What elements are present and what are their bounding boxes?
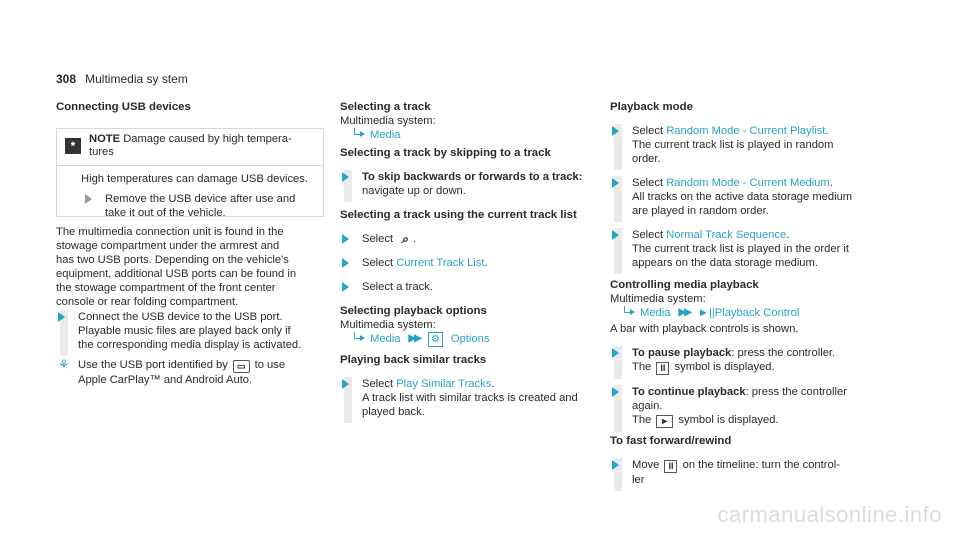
column-tracks (340, 100, 610, 419)
options-link[interactable]: Options (450, 333, 490, 345)
normal-sequence-link[interactable]: Normal Track Sequence (666, 229, 787, 241)
heading-current-list: Selecting a track using the current track list (340, 209, 577, 221)
note-step-line-1: Remove the USB device after use and (105, 193, 296, 205)
menu-path-icon (352, 128, 366, 140)
step-move (610, 458, 910, 487)
step-arrow-icon (58, 312, 65, 322)
step-line: played back. (362, 406, 425, 418)
select-label: Select (632, 177, 664, 189)
step-line: are played in random order. (632, 205, 769, 217)
step-line: symbol is displayed. (674, 361, 775, 373)
step-line: The current track list is played in the order it (632, 243, 850, 255)
step-bold: To continue playback (632, 386, 746, 398)
note-title (89, 133, 292, 159)
playback-control-link[interactable]: ►||Playback Control (697, 307, 800, 319)
para-line: has two USB ports. Depending on the vehicle's (56, 254, 289, 266)
step-select-track (340, 280, 610, 294)
note-header (57, 129, 323, 161)
media-link[interactable]: Media (370, 333, 401, 345)
step-arrow-icon (612, 348, 619, 358)
step-play-similar: Select Play Similar Tracks. A track list with similar tracks is created and played back. (340, 377, 610, 419)
step-line: Select a track. (362, 281, 433, 293)
step-line: again. (632, 400, 663, 412)
menu-path-icon (622, 306, 636, 318)
step-arrow-icon (85, 194, 92, 204)
step-line: Move (632, 459, 660, 471)
step-skip (340, 170, 610, 198)
page-number: 308 (56, 72, 77, 86)
note-step (83, 192, 323, 220)
step-arrow-icon (612, 178, 619, 188)
step-arrow-icon (342, 282, 349, 292)
step-arrow-icon (612, 126, 619, 136)
info-tip-icon: ⚘ (58, 357, 70, 372)
heading-controlling: Controlling media playback (610, 279, 759, 291)
play-similar-link[interactable]: Play Similar Tracks (396, 378, 492, 390)
heading-skip: Selecting a track by skipping to a track (340, 147, 551, 159)
step-normal-sequence: Select Normal Track Sequence. The current track list is played in the order it appears on the data storage medium. (610, 228, 910, 270)
para-line: The multimedia connection unit is found in the (56, 226, 284, 238)
tip-line: Apple CarPlay™ and Android Auto. (78, 374, 253, 386)
pause-icon: II (664, 460, 677, 473)
usb-steps (56, 310, 328, 387)
select-label: Select (362, 233, 394, 245)
note-label: NOTE (89, 133, 121, 145)
para-line: equipment, additional USB ports can be found in (56, 268, 297, 280)
menu-path-playback-control (610, 306, 910, 320)
random-medium-link[interactable]: Random Mode - Current Medium (666, 177, 830, 189)
step-current-track-list: Select Current Track List. (340, 256, 610, 270)
select-label: Select (362, 257, 394, 269)
step-line: The (632, 361, 652, 373)
note-box (56, 128, 324, 217)
step-line: on the timeline: turn the control‐ (682, 459, 840, 471)
select-label: Select (632, 125, 664, 137)
gear-icon: ⚙ (428, 332, 443, 347)
step-line: Connect the USB device to the USB port. (78, 311, 283, 323)
step-line: appears on the data storage medium. (632, 257, 818, 269)
page-header (56, 72, 188, 87)
step-continue (610, 385, 910, 428)
step-bold: To pause playback (632, 347, 732, 359)
step-arrow-icon (342, 379, 349, 389)
step-line: The current track list is played in random (632, 139, 834, 151)
step-line: symbol is displayed. (678, 414, 779, 426)
step-line: : press the controller (745, 386, 847, 398)
play-icon: ► (656, 415, 673, 428)
bar-text: A bar with playback controls is shown. (610, 323, 799, 335)
heading-playback-mode: Playback mode (610, 101, 693, 113)
usb-port-icon: ▭ (233, 360, 250, 373)
media-link[interactable]: Media (370, 129, 401, 141)
para-line: stowage compartment under the armrest and (56, 240, 280, 252)
step-pause (610, 346, 910, 375)
step-line: navigate up or down. (362, 185, 466, 197)
step-arrow-icon (342, 172, 349, 182)
usb-paragraph (56, 225, 328, 309)
media-link[interactable]: Media (640, 307, 671, 319)
heading-connecting-usb: Connecting USB devices (56, 101, 191, 113)
step-connect (56, 310, 328, 352)
multimedia-system-label: Multimedia system: (610, 293, 706, 305)
step-random-medium: Select Random Mode - Current Medium. All tracks on the active data storage medium are played in random order. (610, 176, 910, 218)
random-playlist-link[interactable]: Random Mode - Current Playlist (666, 125, 826, 137)
step-line: : press the controller. (731, 347, 836, 359)
step-line: order. (632, 153, 661, 165)
step-select-search: Select ⌕ . (340, 232, 610, 246)
note-text-2: tures (89, 146, 114, 158)
select-label: Select (632, 229, 664, 241)
heading-selecting-track: Selecting a track (340, 101, 431, 113)
step-line: Playable music files are played back only if (78, 325, 291, 337)
heading-fast-forward: To fast forward/rewind (610, 435, 732, 447)
note-step-line-2: take it out of the vehicle. (105, 207, 226, 219)
step-line: All tracks on the active data storage medium (632, 191, 853, 203)
tip-line: Use the USB port identified by (78, 359, 228, 371)
page-title: Multimedia sy stem (85, 72, 188, 86)
step-line: ler (632, 474, 645, 486)
pause-icon: II (656, 362, 669, 375)
para-line: console or rear folding compartment. (56, 296, 239, 308)
step-line: The (632, 414, 652, 426)
column-playback (610, 100, 910, 487)
note-body: High temperatures can damage USB devices. (81, 173, 308, 185)
select-label: Select (362, 378, 394, 390)
current-track-list-link[interactable]: Current Track List (396, 257, 485, 269)
step-random-playlist: Select Random Mode - Current Playlist. The current track list is played in random order. (610, 124, 910, 166)
para-line: the stowage compartment of the front center (56, 282, 276, 294)
double-chevron-icon: ▶▶ (408, 333, 420, 344)
column-usb (56, 100, 328, 114)
step-arrow-icon (612, 230, 619, 240)
tip-line: to use (254, 359, 286, 371)
heading-playback-options: Selecting playback options (340, 305, 487, 317)
menu-path-media (340, 128, 610, 142)
step-arrow-icon (612, 387, 619, 397)
heading-similar: Playing back similar tracks (340, 354, 487, 366)
note-text-1: Damage caused by high tempera‐ (123, 133, 292, 145)
multimedia-system-label: Multimedia system: (340, 115, 436, 127)
warning-asterisk-icon: * (65, 138, 81, 154)
step-line: A track list with similar tracks is created and (362, 392, 578, 404)
step-line: the corresponding media display is activated. (78, 339, 302, 351)
menu-path-options (340, 332, 610, 347)
step-arrow-icon (342, 258, 349, 268)
search-icon: ⌕ (401, 232, 408, 246)
menu-path-icon (352, 332, 366, 344)
tip-carplay (56, 358, 328, 387)
double-chevron-icon: ▶▶ (678, 307, 690, 318)
step-arrow-icon (612, 460, 619, 470)
step-arrow-icon (342, 234, 349, 244)
watermark: carmanualsonline.info (717, 502, 942, 527)
multimedia-system-label: Multimedia system: (340, 319, 436, 331)
step-bold: To skip backwards or forwards to a track: (362, 171, 583, 183)
